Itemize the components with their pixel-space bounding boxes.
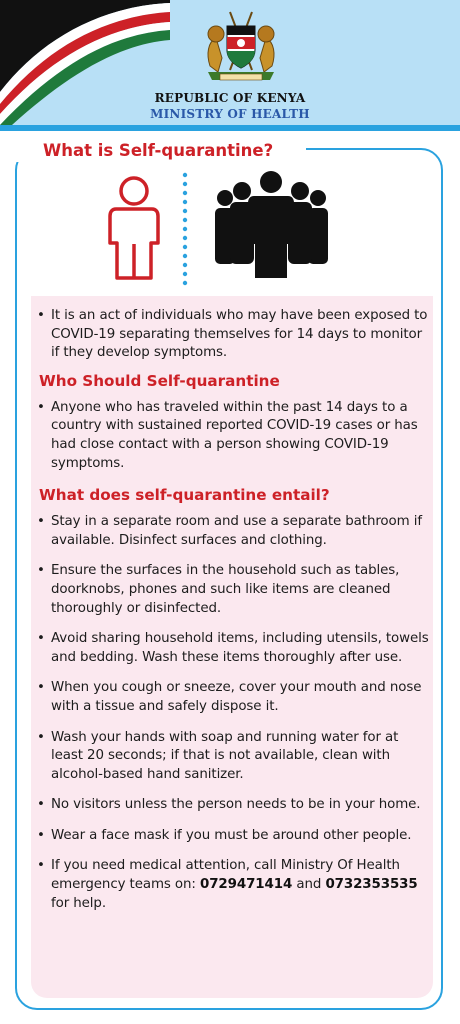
illustration	[0, 0, 460, 300]
bullet-icon: •	[37, 729, 45, 745]
list-item	[37, 399, 429, 473]
suffix-text: for help.	[51, 895, 106, 911]
phone-number-2: 0732353535	[325, 877, 418, 893]
list-item-text: Wear a face mask if you must be around other people.	[51, 827, 412, 843]
phone-number-1: 0729471414	[200, 877, 293, 893]
bullet-icon: •	[37, 563, 45, 579]
list-item	[37, 729, 429, 785]
republic-title: REPUBLIC OF KENYA	[154, 91, 306, 105]
list-item-text: Avoid sharing household items, including utensils, towels and bedding. Wash these items thoroughly after use.	[51, 631, 429, 665]
bullet-icon: •	[37, 631, 45, 647]
bullet-icon: •	[37, 858, 45, 874]
bullet-icon: •	[37, 308, 45, 323]
bullet-icon: •	[37, 827, 45, 843]
page-title: What is Self-quarantine?	[43, 141, 274, 160]
list-item-text: When you cough or sneeze, cover your mouth and nose with a tissue and safely dispose it.	[51, 680, 422, 714]
list-item-text: Stay in a separate room and use a separate bathroom if available. Disinfect surfaces and clothing.	[51, 514, 422, 548]
list-item	[37, 307, 429, 363]
list-item	[37, 679, 429, 716]
list-item	[37, 562, 429, 618]
single-person-outline-icon	[110, 178, 158, 278]
entail-heading: What does self-quarantine entail?	[39, 486, 330, 505]
list-item-text: No visitors unless the person needs to be in your home.	[51, 797, 421, 813]
ministry-title: MINISTRY OF HEALTH	[150, 107, 310, 121]
bullet-icon: •	[37, 797, 45, 813]
list-item	[37, 857, 429, 913]
list-item	[37, 827, 429, 846]
connector-text: and	[296, 877, 322, 893]
list-item	[37, 630, 429, 667]
list-item-text: Ensure the surfaces in the household such as tables, doorknobs, phones and such like items are cleaned thoroughly or disinfected.	[51, 563, 400, 616]
bullet-icon: •	[37, 399, 45, 415]
definition-text: It is an act of individuals who may have been exposed to COVID-19 separating themselves for 14 days to monitor if they develop symptoms.	[51, 308, 428, 361]
who-heading: Who Should Self-quarantine	[39, 371, 280, 390]
emergency-text: If you need medical attention, call Ministry Of Health emergency teams on:	[51, 858, 400, 893]
bullet-icon: •	[37, 514, 45, 530]
crowd-silhouette-icon	[215, 171, 328, 278]
bullet-icon: •	[37, 680, 45, 696]
list-item	[37, 796, 429, 815]
info-content	[37, 307, 429, 925]
who-text: Anyone who has traveled within the past 14 days to a country with sustained reported COVID-19 cases or has had close contact with a person showing COVID-19 symptoms.	[51, 399, 418, 471]
list-item-text: Wash your hands with soap and running water for at least 20 seconds; if that is not available, clean with alcohol-based hand sanitizer.	[51, 729, 399, 782]
dotted-divider	[183, 173, 187, 285]
list-item	[37, 513, 429, 550]
